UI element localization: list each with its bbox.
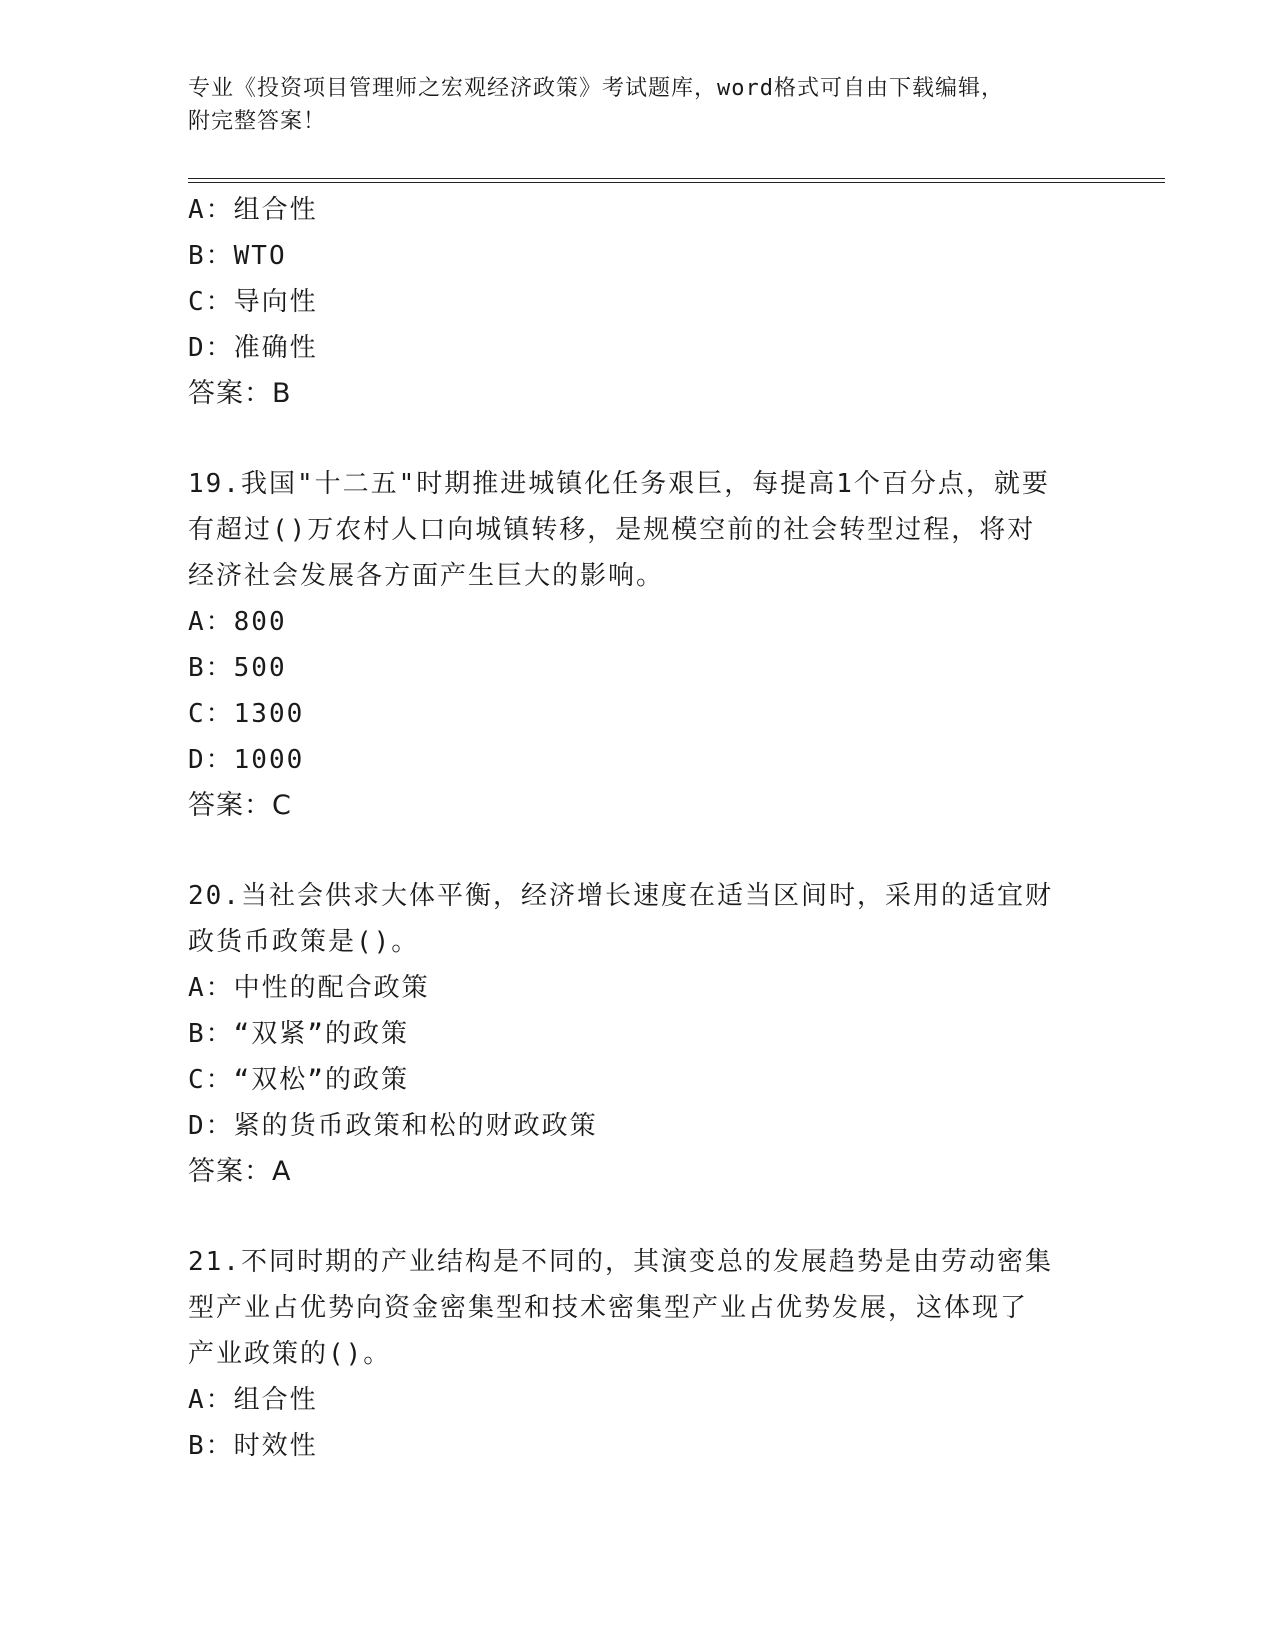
question-19 (188, 461, 1088, 829)
option-a: A：中性的配合政策 (188, 973, 430, 1003)
spacer (188, 417, 1088, 461)
spacer (188, 829, 1088, 873)
option-c: C：导向性 (188, 287, 318, 317)
option-d: D：准确性 (188, 333, 318, 363)
question-stem-line: 有超过()万农村人口向城镇转移，是规模空前的社会转型过程，将对 (188, 515, 1036, 545)
answer-line: 答案：A (188, 1156, 292, 1187)
question-18-partial (188, 187, 1088, 417)
option-b: B：WTO (188, 241, 287, 271)
question-21 (188, 1239, 1088, 1469)
option-c: C：“双松”的政策 (188, 1065, 409, 1095)
question-stem-line: 政货币政策是()。 (188, 927, 420, 957)
question-stem-line: 产业政策的()。 (188, 1339, 392, 1369)
question-stem-line: 经济社会发展各方面产生巨大的影响。 (188, 561, 665, 591)
answer-line: 答案：B (188, 378, 292, 409)
header-line-1: 专业《投资项目管理师之宏观经济政策》考试题库，word格式可自由下载编辑， (188, 76, 1004, 101)
question-stem-line: 型产业占优势向资金密集型和技术密集型产业占优势发展，这体现了 (188, 1293, 1029, 1323)
option-b: B：时效性 (188, 1431, 318, 1461)
option-b: B：500 (188, 653, 287, 683)
option-a: A：组合性 (188, 195, 318, 225)
option-d: D：1000 (188, 745, 305, 775)
header-divider (188, 178, 1165, 183)
question-20 (188, 873, 1088, 1195)
header-line-2: 附完整答案！ (188, 109, 327, 134)
document-header (188, 72, 1088, 138)
option-c: C：1300 (188, 699, 305, 729)
option-a: A：组合性 (188, 1385, 318, 1415)
question-stem-line: 21.不同时期的产业结构是不同的，其演变总的发展趋势是由劳动密集 (188, 1247, 1053, 1277)
answer-line: 答案：C (188, 790, 292, 821)
option-b: B：“双紧”的政策 (188, 1019, 409, 1049)
question-stem-line: 19.我国"十二五"时期推进城镇化任务艰巨，每提高1个百分点，就要 (188, 469, 1050, 499)
question-list (188, 187, 1088, 1469)
option-a: A：800 (188, 607, 287, 637)
spacer (188, 1195, 1088, 1239)
question-stem-line: 20.当社会供求大体平衡，经济增长速度在适当区间时，采用的适宜财 (188, 881, 1053, 911)
option-d: D：紧的货币政策和松的财政政策 (188, 1111, 598, 1141)
